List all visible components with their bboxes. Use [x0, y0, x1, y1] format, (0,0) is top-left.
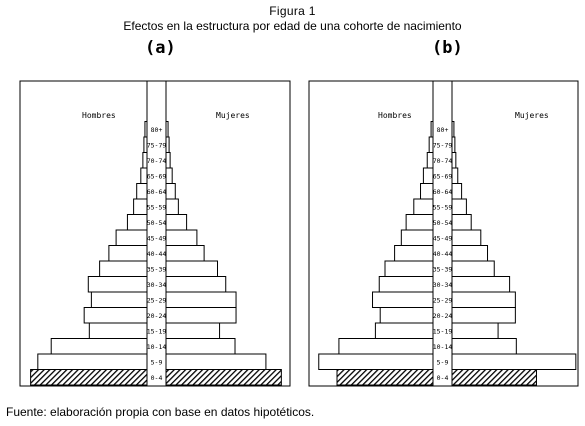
- bar-hombres-20-24: [380, 308, 433, 324]
- bar-mujeres-55-59: [166, 199, 178, 215]
- bar-hombres-5-9: [319, 354, 433, 370]
- age-group-label: 45-49: [432, 234, 453, 243]
- age-group-label: 70-74: [432, 156, 453, 165]
- bar-mujeres-40-44: [452, 246, 488, 262]
- age-group-label: 75-79: [432, 141, 453, 150]
- bar-mujeres-50-54: [166, 215, 187, 231]
- bar-mujeres-50-54: [452, 215, 471, 231]
- bar-mujeres-75-79: [166, 137, 169, 153]
- age-group-label: 0-4: [150, 373, 163, 382]
- age-group-label: 80+: [436, 125, 449, 134]
- bar-mujeres-0-4: [166, 370, 281, 386]
- bar-mujeres-55-59: [452, 199, 466, 215]
- age-group-label: 60-64: [146, 187, 167, 196]
- bar-mujeres-30-34: [166, 277, 226, 293]
- bar-mujeres-65-69: [452, 168, 458, 184]
- bar-hombres-20-24: [84, 308, 147, 324]
- bar-hombres-30-34: [88, 277, 147, 293]
- age-group-label: 55-59: [432, 203, 453, 212]
- age-group-label: 35-39: [432, 265, 453, 274]
- bar-mujeres-75-79: [452, 137, 455, 153]
- age-group-label: 60-64: [432, 187, 453, 196]
- panel-label-b: (b): [432, 38, 463, 58]
- bar-mujeres-70-74: [452, 153, 456, 169]
- age-group-label: 5-9: [436, 358, 449, 367]
- bar-mujeres-60-64: [452, 184, 462, 200]
- bar-mujeres-25-29: [166, 292, 236, 308]
- bar-hombres-35-39: [385, 261, 433, 277]
- series-label-hombres: Hombres: [82, 111, 116, 120]
- bar-mujeres-60-64: [166, 184, 175, 200]
- bar-mujeres-80+: [166, 122, 168, 138]
- bar-mujeres-70-74: [166, 153, 170, 169]
- figure-source: Fuente: elaboración propia con base en datos hipotéticos.: [6, 405, 315, 419]
- age-group-label: 0-4: [436, 373, 449, 382]
- bar-hombres-80+: [431, 122, 433, 138]
- age-group-label: 75-79: [146, 141, 167, 150]
- age-group-label: 55-59: [146, 203, 167, 212]
- age-group-label: 30-34: [146, 280, 167, 289]
- bar-hombres-45-49: [401, 230, 433, 246]
- bar-mujeres-0-4: [452, 370, 536, 386]
- bar-hombres-25-29: [373, 292, 433, 308]
- bar-hombres-30-34: [379, 277, 433, 293]
- age-group-label: 80+: [150, 125, 163, 134]
- bar-hombres-15-19: [375, 323, 433, 339]
- bar-mujeres-35-39: [452, 261, 494, 277]
- bar-hombres-40-44: [109, 246, 147, 262]
- bar-mujeres-5-9: [452, 354, 576, 370]
- age-group-label: 45-49: [146, 234, 167, 243]
- age-group-label: 25-29: [432, 296, 453, 305]
- bar-hombres-5-9: [38, 354, 147, 370]
- bar-mujeres-15-19: [452, 323, 498, 339]
- bar-hombres-80+: [145, 122, 147, 138]
- bar-mujeres-25-29: [452, 292, 515, 308]
- bar-hombres-10-14: [339, 339, 433, 355]
- age-group-label: 20-24: [146, 311, 167, 320]
- age-group-label: 15-19: [146, 327, 167, 336]
- figure-label: Figura 1: [269, 4, 316, 18]
- age-group-label: 50-54: [146, 218, 167, 227]
- bar-hombres-65-69: [423, 168, 433, 184]
- bar-hombres-55-59: [134, 199, 147, 215]
- series-label-mujeres: Mujeres: [216, 111, 250, 120]
- bar-hombres-60-64: [137, 184, 147, 200]
- age-group-label: 20-24: [432, 311, 453, 320]
- age-group-label: 25-29: [146, 296, 167, 305]
- age-group-label: 65-69: [432, 172, 453, 181]
- bar-hombres-0-4: [337, 370, 433, 386]
- bar-hombres-55-59: [414, 199, 433, 215]
- pyramid-panel-b: [309, 81, 578, 386]
- age-group-label: 30-34: [432, 280, 453, 289]
- series-label-mujeres: Mujeres: [515, 111, 549, 120]
- bar-hombres-10-14: [51, 339, 147, 355]
- age-group-label: 50-54: [432, 218, 453, 227]
- bar-mujeres-65-69: [166, 168, 172, 184]
- pyramid-panel-a: [20, 81, 290, 386]
- age-group-label: 35-39: [146, 265, 167, 274]
- age-group-label: 70-74: [146, 156, 167, 165]
- bar-mujeres-80+: [452, 122, 454, 138]
- bar-hombres-15-19: [89, 323, 147, 339]
- bar-mujeres-15-19: [166, 323, 220, 339]
- bar-hombres-25-29: [91, 292, 147, 308]
- bar-hombres-50-54: [127, 215, 147, 231]
- bar-hombres-0-4: [31, 370, 147, 386]
- bar-mujeres-40-44: [166, 246, 204, 262]
- bar-hombres-45-49: [116, 230, 147, 246]
- bar-mujeres-45-49: [452, 230, 481, 246]
- age-group-label: 10-14: [432, 342, 453, 351]
- age-group-label: 65-69: [146, 172, 167, 181]
- age-group-label: 15-19: [432, 327, 453, 336]
- bar-mujeres-45-49: [166, 230, 197, 246]
- age-group-label: 40-44: [146, 249, 167, 258]
- bar-mujeres-5-9: [166, 354, 266, 370]
- bar-mujeres-20-24: [166, 308, 236, 324]
- bar-mujeres-10-14: [452, 339, 516, 355]
- bar-hombres-35-39: [100, 261, 147, 277]
- bar-mujeres-10-14: [166, 339, 235, 355]
- bar-mujeres-35-39: [166, 261, 218, 277]
- age-group-label: 10-14: [146, 342, 167, 351]
- age-group-label: 5-9: [150, 358, 163, 367]
- panel-label-a: (a): [145, 38, 176, 58]
- bar-hombres-50-54: [406, 215, 433, 231]
- bar-mujeres-20-24: [452, 308, 515, 324]
- bar-hombres-60-64: [421, 184, 433, 200]
- age-group-label: 40-44: [432, 249, 453, 258]
- bar-mujeres-30-34: [452, 277, 510, 293]
- figure-title: Efectos en la estructura por edad de una cohorte de nacimiento: [123, 19, 462, 33]
- series-label-hombres: Hombres: [378, 111, 412, 120]
- bar-hombres-40-44: [395, 246, 433, 262]
